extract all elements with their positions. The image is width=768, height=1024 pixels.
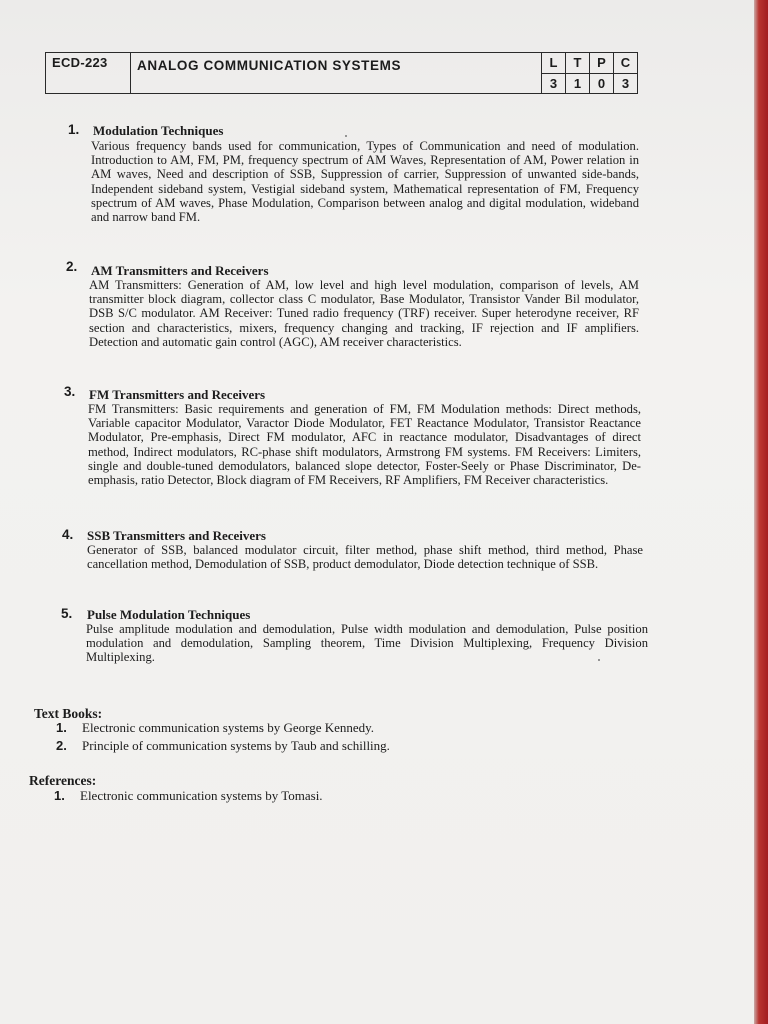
ltpc-header-l: L	[542, 53, 566, 74]
ltpc-header-t: T	[566, 53, 590, 74]
ltpc-header-c: C	[614, 53, 638, 74]
ltpc-header-p: P	[590, 53, 614, 74]
list-item-text: Electronic communication systems by George Kennedy.	[82, 720, 375, 735]
ltpc-value-t: 1	[566, 73, 590, 94]
unit-body: Generator of SSB, balanced modulator circuit, filter method, phase shift method, third method, Phase cancellation method, Demodulation of SSB, product demodulator, Diode detection technique of SSB.	[87, 543, 643, 572]
list-item	[54, 788, 323, 806]
course-header-table	[45, 52, 638, 94]
list-item-text: Principle of communication systems by Taub and schilling.	[82, 738, 390, 753]
unit-body: Various frequency bands used for communication, Types of Communication and need of modulation. Introduction to AM, FM, PM, frequency spectrum of AM Waves, Representation of AM, Power relation in AM waves, Need and description of SSB, Suppression of carrier, Suppression of unwanted side-bands, Independent sideband system, Vestigial sideband system, Mathematical representation of FM, Frequency spectrum of AM waves, Phase Modulation, Comparison between analog and digital modulation, wideband and narrow band FM.	[91, 139, 639, 225]
ltpc-value-c: 3	[614, 73, 638, 94]
course-title: ANALOG COMMUNICATION SYSTEMS	[131, 53, 542, 94]
text-books-list	[56, 720, 390, 756]
ltpc-value-p: 0	[590, 73, 614, 94]
course-code: ECD-223	[46, 53, 131, 94]
unit-body: Pulse amplitude modulation and demodulation, Pulse width modulation and demodulation, Pulse position modulation and demodulation, Sampling theorem, Time Division Multiplexing, Frequency Division Multiplexing.	[86, 622, 648, 665]
unit-number: 1.	[68, 122, 80, 137]
ltpc-value-l: 3	[542, 73, 566, 94]
unit-title: AM Transmitters and Receivers	[91, 263, 269, 278]
red-binding-edge	[754, 0, 768, 1024]
unit-number: 5.	[61, 606, 73, 621]
paper-speck	[598, 659, 600, 661]
list-item	[56, 738, 390, 756]
unit-number: 4.	[62, 527, 74, 542]
references-heading: References:	[29, 773, 97, 788]
list-item-number: 1.	[54, 788, 65, 803]
text-books-heading: Text Books:	[34, 706, 103, 721]
unit-body: FM Transmitters: Basic requirements and generation of FM, FM Modulation methods: Direct methods, Variable capacitor Modulator, Varactor Diode Modulator, FET Reactance Modulator, Transistor Reactance Modulator, Pre-emphasis, Direct FM modulator, AFC in reactance modulator, Disadvantages of direct method, Indirect modulators, RC-phase shift modulators, Armstrong FM systems. FM Receivers: Limiters, single and double-tuned demodulators, balanced slope detector, Foster-Seely or Phase Discriminator, De-emphasis, ratio Detector, Block diagram of FM Receivers, RF Amplifiers, FM Receiver characteristics.	[88, 402, 641, 488]
unit-number: 3.	[64, 384, 76, 399]
list-item-text: Electronic communication systems by Tomasi.	[80, 788, 323, 803]
references-list	[54, 788, 323, 806]
paper-speck	[345, 135, 347, 137]
list-item-number: 1.	[56, 720, 67, 735]
unit-number: 2.	[66, 259, 78, 274]
unit-title: Pulse Modulation Techniques	[87, 607, 251, 622]
unit-title: Modulation Techniques	[93, 123, 224, 138]
unit-title: SSB Transmitters and Receivers	[87, 528, 266, 543]
list-item	[56, 720, 390, 738]
unit-title: FM Transmitters and Receivers	[89, 387, 266, 402]
list-item-number: 2.	[56, 738, 67, 753]
unit-body: AM Transmitters: Generation of AM, low level and high level modulation, comparison of levels, AM transmitter block diagram, collector class C modulator, Base Modulator, Transistor Vander Bil modulator, DSB S/C modulator. AM Receiver: Tuned radio frequency (TRF) receiver. Super heterodyne receiver, RF section and characteristics, mixers, frequency changing and tracking, IF rejection and IF amplifiers. Detection and automatic gain control (AGC), AM receiver characteristics.	[89, 278, 639, 349]
